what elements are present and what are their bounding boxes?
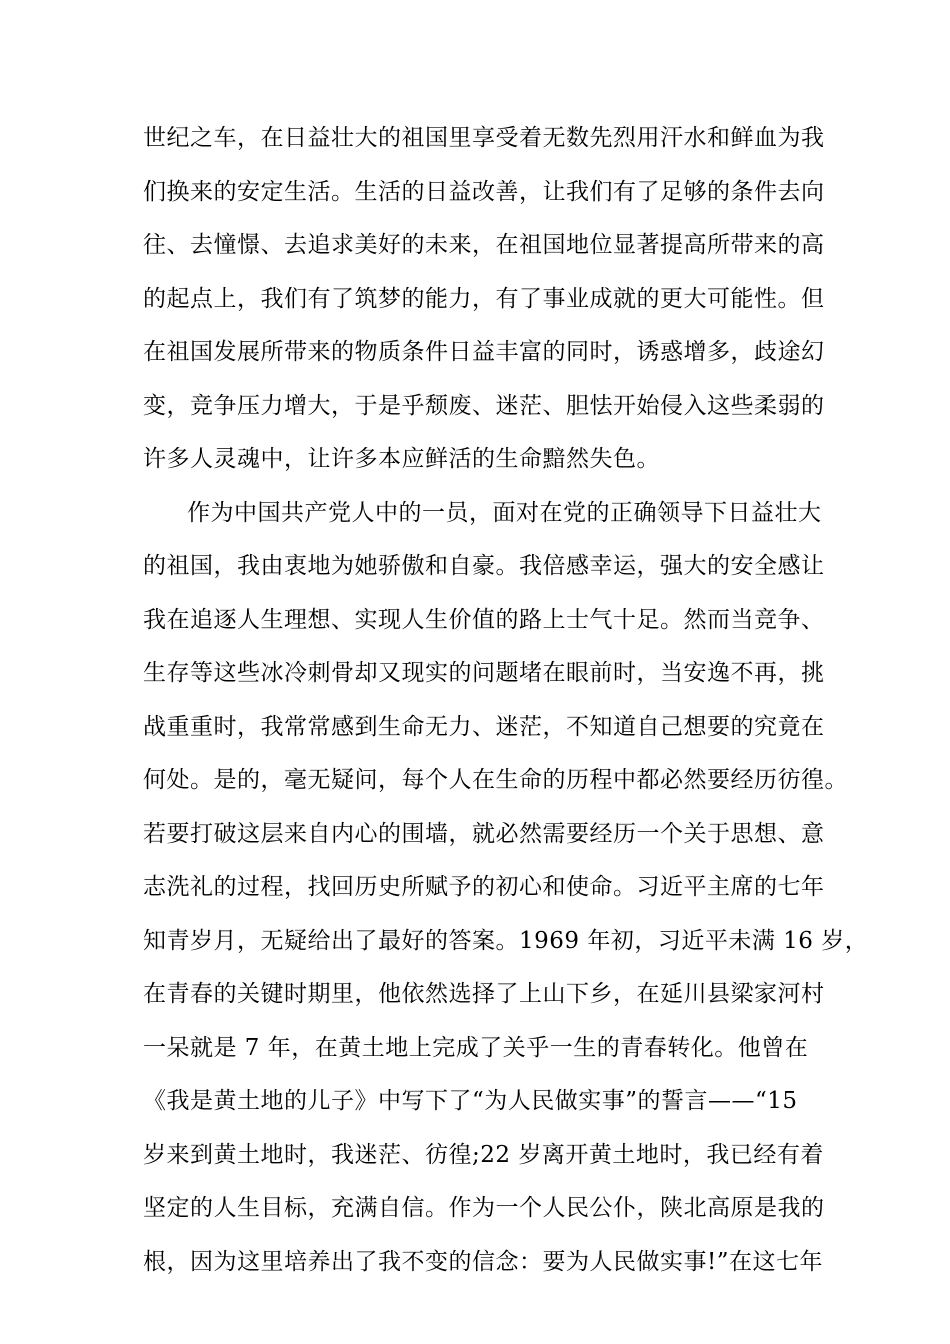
paragraph-2-line-14: 坚定的人生目标，充满自信。作为一个人民公仆，陕北高原是我的: [143, 1195, 825, 1221]
paragraph-1-line-6: 变，竞争压力增大，于是乎颓废、迷茫、胆怯开始侵入这些柔弱的: [143, 392, 825, 419]
paragraph-2-line-1: 作为中国共产党人中的一员，面对在党的正确领导下日益壮大: [187, 499, 822, 526]
paragraph-2-line-6: 何处。是的，毫无疑问，每个人在生命的历程中都必然要经历彷徨。: [143, 767, 848, 793]
paragraph-2-line-12: 《我是黄土地的儿子》中写下了“为人民做实事”的誓言——“15: [143, 1088, 798, 1114]
paragraph-2-line-9: 知青岁月，无疑给出了最好的答案。1969 年初，习近平未满 16 岁，: [143, 927, 869, 954]
paragraph-1-line-1: 世纪之车，在日益壮大的祖国里享受着无数先烈用汗水和鲜血为我: [143, 125, 825, 151]
paragraph-2-line-7: 若要打破这层来自内心的围墙，就必然需要经历一个关于思想、意: [143, 820, 825, 847]
paragraph-2-line-10: 在青春的关键时期里，他依然选择了上山下乡，在延川县梁家河村: [143, 981, 825, 1007]
paragraph-1-line-7: 许多人灵魂中，让许多本应鲜活的生命黯然失色。: [143, 446, 660, 472]
paragraph-1-line-3: 往、去憧憬、去追求美好的未来，在祖国地位显著提高所带来的高: [143, 232, 825, 258]
paragraph-1-line-4: 的起点上，我们有了筑梦的能力，有了事业成就的更大可能性。但: [143, 285, 825, 312]
paragraph-2-line-4: 生存等这些冰冷刺骨却又现实的问题堵在眼前时，当安逸不再，挑: [143, 660, 825, 686]
paragraph-2-line-11: 一呆就是 7 年，在黄土地上完成了关乎一生的青春转化。他曾在: [143, 1034, 809, 1061]
paragraph-1-line-2: 们换来的安定生活。生活的日益改善，让我们有了足够的条件去向: [143, 178, 825, 205]
paragraph-2-line-3: 我在追逐人生理想、实现人生价值的路上士气十足。然而当竞争、: [143, 606, 825, 633]
paragraph-2-line-5: 战重重时，我常常感到生命无力、迷茫，不知道自己想要的究竟在: [143, 713, 825, 740]
paragraph-2-line-2: 的祖国，我由衷地为她骄傲和自豪。我倍感幸运，强大的安全感让: [143, 553, 825, 579]
body-text: [143, 112, 869, 1289]
paragraph-2-line-15: 根，因为这里培养出了我不变的信念：要为人民做实事!”在这七年: [143, 1248, 824, 1275]
paragraph-2-line-8: 志洗礼的过程，找回历史所赋予的初心和使命。习近平主席的七年: [143, 874, 825, 900]
paragraph-1-line-5: 在祖国发展所带来的物质条件日益丰富的同时，诱惑增多，歧途幻: [143, 339, 825, 365]
paragraph-2-line-13: 岁来到黄土地时，我迷茫、彷徨;22 岁离开黄土地时，我已经有着: [143, 1141, 824, 1168]
